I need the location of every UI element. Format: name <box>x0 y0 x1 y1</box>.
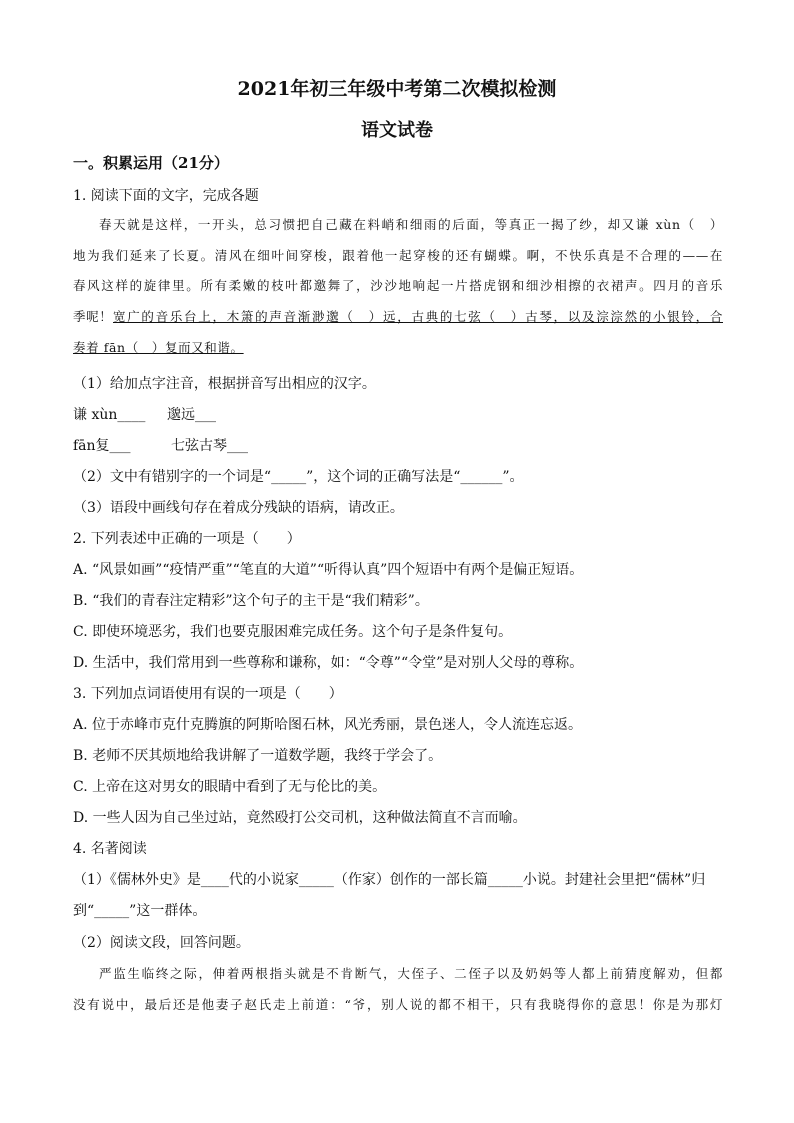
section-heading: 一。积累运用（21分） <box>73 154 229 172</box>
question-3-option-c: C. 上帝在这对男女的眼睛中看到了无与伦比的美。 <box>73 779 387 795</box>
question-4-sub1-line1: （1）《儒林外史》是____代的小说家_____（作家）创作的一部长篇_____小说。封建社会里把“儒林”归 <box>73 872 706 888</box>
question-1-sub3: （3）语段中画线句存在着成分残缺的语病，请改正。 <box>73 500 404 516</box>
exam-subtitle: 语文试卷 <box>361 120 433 141</box>
question-3-option-b: B. 老师不厌其烦地给我讲解了一道数学题，我终于学会了。 <box>73 748 443 764</box>
passage-line: 季呢！ <box>73 309 113 324</box>
question-1-stem: 1. 阅读下面的文字，完成各题 <box>73 188 259 204</box>
question-4-sub1-line2: 到“_____”这一群体。 <box>73 903 207 919</box>
passage-line: 春天就是这样，一开头，总习惯把自己藏在料峭和细雨的后面，等真正一揭了纱，却又谦 xùn（ ） <box>99 217 723 232</box>
question-2-stem: 2. 下列表述中正确的一项是（ ） <box>73 531 301 547</box>
blank-miao: 邈远___ <box>167 407 216 423</box>
question-2-option-a: A. “风景如画”“疫情严重”“笔直的大道”“听得认真”四个短语中有两个是偏正短语。 <box>73 562 584 578</box>
question-3-stem: 3. 下列加点词语使用有误的一项是（ ） <box>73 686 343 702</box>
underlined-sentence-end: 奏着 fān（ ）复而又和谐。 <box>73 340 244 355</box>
passage-line: 严监生临终之际，伸着两根指头就是不肯断气，大侄子、二侄子以及奶妈等人都上前猜度解劝，但都 <box>99 966 723 981</box>
underlined-sentence: 宽广的音乐台上，木箫的声音渐渺邈（ ）远，古典的七弦（ ）古琴，以及淙淙然的小银铃，合 <box>113 309 723 324</box>
question-4-sub2: （2）阅读文段，回答问题。 <box>73 935 250 951</box>
exam-title: 2021年初三年级中考第二次模拟检测 <box>237 78 557 100</box>
passage-line: 春风这样的旋律里。所有柔嫩的枝叶都邀舞了，沙沙地响起一片搭虎钢和细沙相擦的衣裙声。四月的音乐 <box>73 278 723 293</box>
question-2-option-c: C. 即使环境恶劣，我们也要克服困难完成任务。这个句子是条件复句。 <box>73 624 513 640</box>
passage-line: 地为我们延来了长夏。清风在细叶间穿梭，跟着他一起穿梭的还有蝴蝶。啊，不快乐真是不合理的——在 <box>73 248 723 263</box>
question-2-option-d: D. 生活中，我们常用到一些尊称和谦称，如：“令尊”“令堂”是对别人父母的尊称。 <box>73 655 584 671</box>
blank-xun: 谦 xùn____ <box>73 407 146 423</box>
question-1-sub2: （2）文中有错别字的一个词是“_____”，这个词的正确写法是“______”。 <box>73 469 524 485</box>
question-4-passage <box>73 964 723 1024</box>
question-3-option-d: D. 一些人因为自己坐过站，竟然殴打公交司机，这种做法简直不言而喻。 <box>73 810 527 826</box>
passage-line: 没有说中，最后还是他妻子赵氏走上前道：“爷，别人说的都不相干，只有我晓得你的意思！你是为那灯 <box>73 997 723 1012</box>
blank-xian: 七弦古琴___ <box>171 438 248 454</box>
question-2-option-b: B. “我们的青春注定精彩”这个句子的主干是“我们精彩”。 <box>73 593 429 609</box>
question-1-passage <box>73 215 723 355</box>
question-4-stem: 4. 名著阅读 <box>73 841 147 857</box>
blank-fan: fān复___ <box>73 438 131 454</box>
question-3-option-a: A. 位于赤峰市克什克腾旗的阿斯哈图石林，风光秀丽，景色迷人，令人流连忘返。 <box>73 717 583 733</box>
question-1-sub1: （1）给加点字注音，根据拼音写出相应的汉字。 <box>73 376 376 392</box>
